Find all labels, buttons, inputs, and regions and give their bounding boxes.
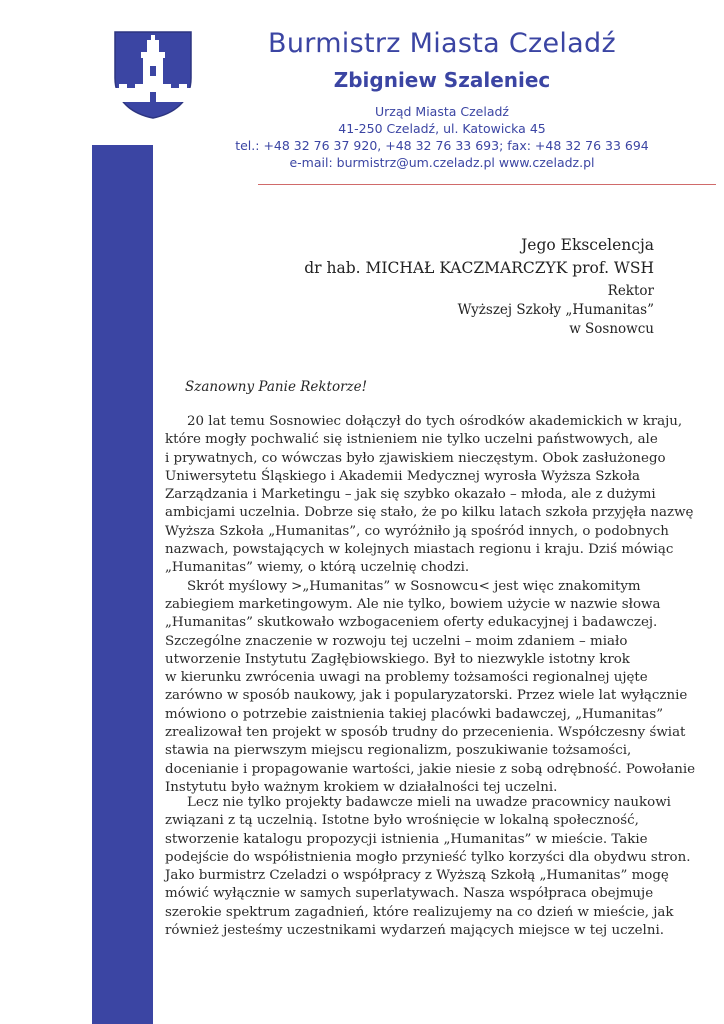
header-divider [258, 184, 716, 185]
office-address: 41-250 Czeladź, ul. Katowicka 45 [338, 121, 546, 136]
paragraph-line: Lecz nie tylko projekty badawcze mieli na uwadze pracownicy naukowi [187, 795, 671, 810]
mayor-name: Zbigniew Szaleniec [333, 68, 551, 92]
office-name: Urząd Miasta Czeladź [375, 104, 509, 119]
paragraph-line: związani z tą uczelnią. Istotne było wrośnięcie w lokalną społeczność, [165, 813, 639, 829]
letter-paragraph-1 [165, 413, 696, 797]
recipient-city: w Sosnowcu [569, 321, 654, 337]
paragraph-line: w kierunku zwrócenia uwagi na problemy tożsamości regionalnej ujęte [165, 670, 648, 686]
paragraph-line: zabiegiem marketingowym. Ale nie tylko, bowiem użycie w nazwie słowa [165, 596, 661, 612]
paragraph-line: nazwach, powstających w kolejnych miastach regionu i kraju. Dziś mówiąc [165, 542, 674, 558]
paragraph-line: Szczególne znaczenie w rozwoju tej uczelni – moim zdaniem – miało [165, 633, 628, 649]
recipient-institution: Wyższej Szkoły „Humanitas” [457, 302, 654, 318]
paragraph-line: zarówno w sposób naukowy, jak i popularyzatorski. Przez wiele lat wyłącznie [165, 688, 688, 704]
paragraph-line: Wyższa Szkoła „Humanitas”, co wyróżniło ją spośród innych, o podobnych [165, 523, 669, 539]
paragraph-line: stworzenie katalogu propozycji istnienia „Humanitas” w mieście. Takie [165, 831, 648, 847]
decorative-side-bar [92, 145, 153, 1024]
office-phones: tel.: +48 32 76 37 920, +48 32 76 33 693; fax: +48 32 76 33 694 [235, 138, 649, 153]
paragraph-line: również jesteśmy uczestnikami wydarzeń mających miejsce w tej uczelni. [165, 923, 665, 939]
paragraph-line: mówić wyłącznie w samych superlatywach. Nasza współpraca obejmuje [165, 886, 654, 902]
city-coat-of-arms-icon [113, 30, 193, 120]
office-contact: e-mail: burmistrz@um.czeladz.pl www.czeladz.pl [289, 155, 595, 170]
mayor-title: Burmistrz Miasta Czeladź [268, 28, 616, 59]
paragraph-line: i prywatnych, co wówczas było zjawiskiem nieczęstym. Obok zasłużonego [165, 450, 666, 466]
paragraph-line: Zarządzania i Marketingu – jak się szybko okazało – młoda, ale z dużymi [165, 487, 656, 503]
paragraph-line: „Humanitas” wiemy, o którą uczelnię chodzi. [165, 560, 470, 576]
paragraph-line: które mogły pochwalić się istnieniem nie tylko uczelni państwowych, ale [165, 432, 658, 448]
paragraph-line: stawia na pierwszym miejscu regionalizm, poszukiwanie tożsamości, [165, 743, 632, 759]
recipient-position: Rektor [607, 283, 654, 299]
paragraph-line: Instytutu było ważnym krokiem w działalności tej uczelni. [165, 779, 558, 795]
letter-greeting: Szanowny Panie Rektorze! [185, 379, 368, 395]
letter-paragraph-2 [165, 794, 691, 940]
paragraph-line: „Humanitas” skutkowało wzbogaceniem oferty edukacyjnej i badawczej. [165, 615, 658, 631]
paragraph-line: utworzenie Instytutu Zagłębiowskiego. Był to niezwykle istotny krok [165, 651, 630, 667]
paragraph-line: Skrót myślowy >„Humanitas” w Sosnowcu< jest więc znakomitym [187, 578, 641, 594]
paragraph-line: ambicjami uczelnia. Dobrze się stało, że po kilku latach szkoła przyjęła nazwę [165, 505, 694, 521]
paragraph-line: mówiono o potrzebie zaistnienia takiej placówki badawczej, „Humanitas” [165, 706, 664, 722]
recipient-honorific: Jego Ekscelencja [521, 236, 654, 254]
paragraph-line: 20 lat temu Sosnowiec dołączył do tych ośrodków akademickich w kraju, [187, 414, 683, 429]
recipient-name: dr hab. MICHAŁ KACZMARCZYK prof. WSH [304, 259, 654, 277]
paragraph-line: podejście do współistnienia mogło przynieść tylko korzyści dla obydwu stron. [165, 849, 691, 865]
paragraph-line: Jako burmistrz Czeladzi o współpracy z Wyższą Szkołą „Humanitas” mogę [165, 868, 669, 884]
paragraph-line: zrealizował ten projekt w sposób trudny do przecenienia. Współczesny świat [165, 725, 686, 741]
paragraph-line: Uniwersytetu Śląskiego i Akademii Medycznej wyrosła Wyższa Szkoła [165, 468, 641, 484]
paragraph-line: szerokie spektrum zagadnień, które realizujemy na co dzień w mieście, jak [165, 904, 674, 920]
paragraph-line: docenianie i propagowanie wartości, jakie niesie z sobą odrębność. Powołanie [165, 761, 696, 777]
